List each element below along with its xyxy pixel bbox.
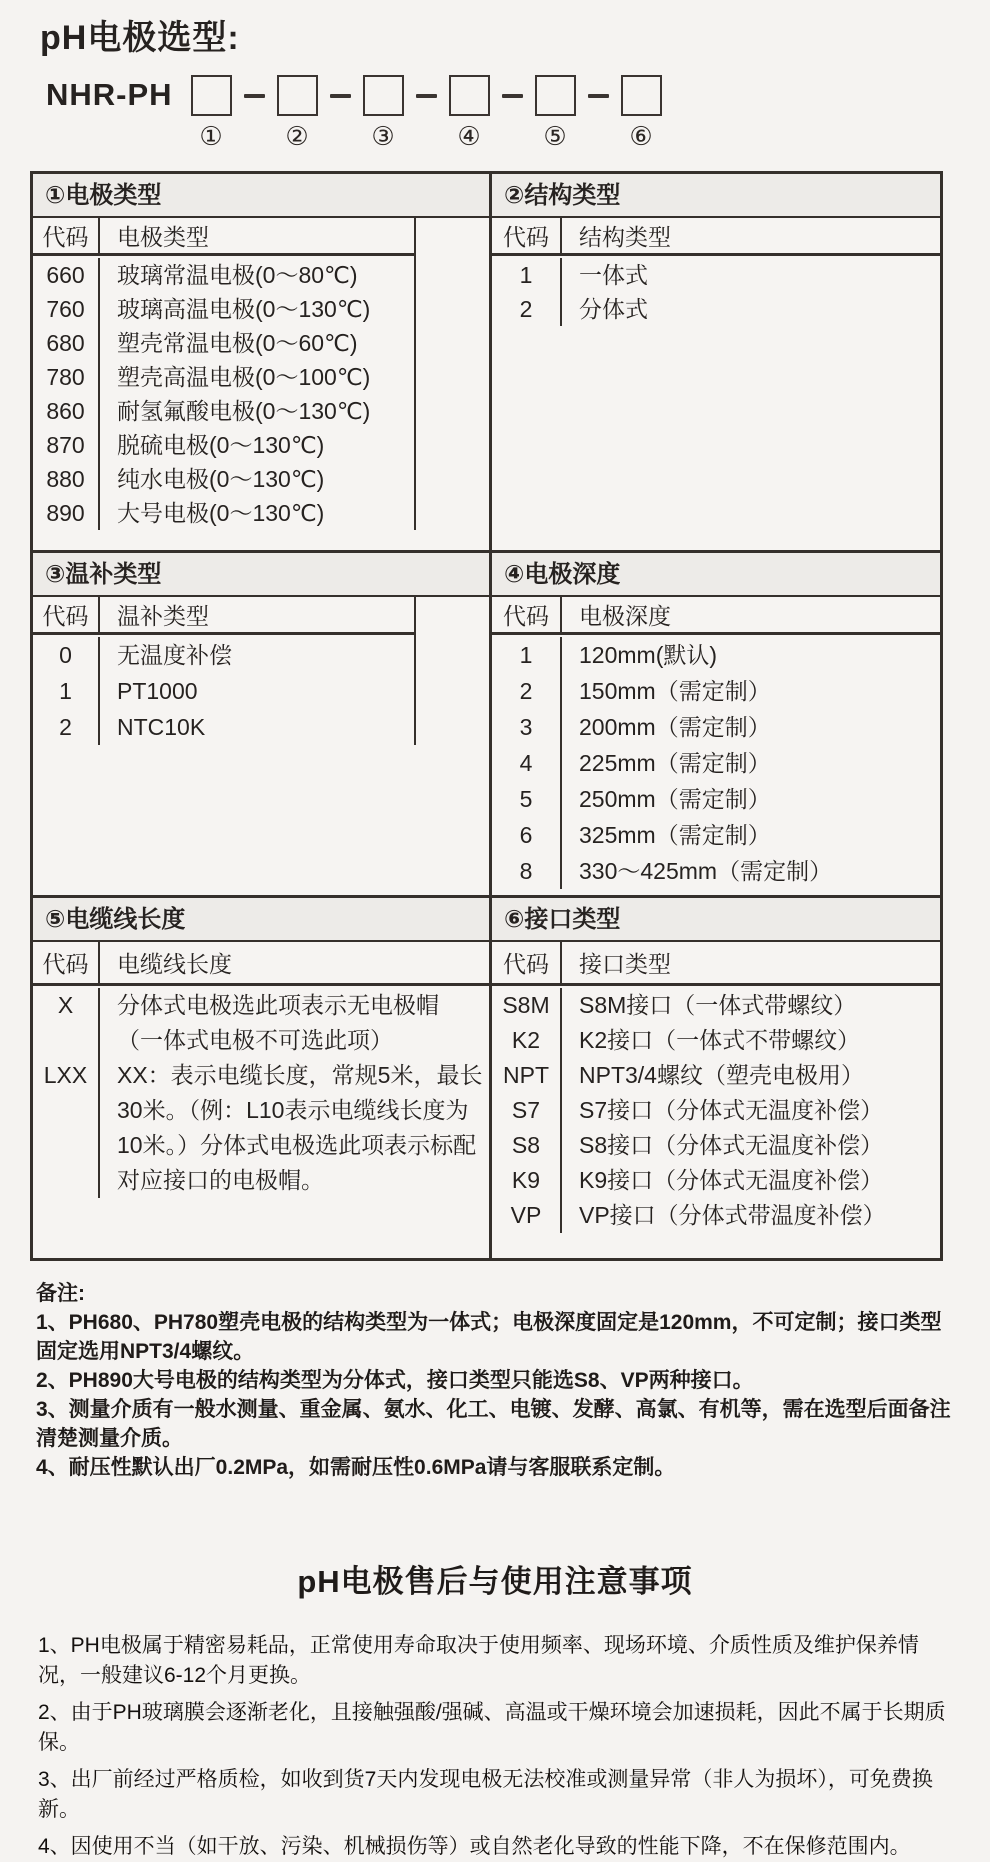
- table-row: [33, 1058, 489, 1198]
- code-cell: 680: [33, 326, 100, 360]
- table-row: [492, 1023, 940, 1058]
- value-cell: 耐氢氟酸电极(0～130℃): [117, 398, 371, 424]
- position-label-3: ③: [371, 121, 395, 151]
- table-row: [492, 817, 940, 853]
- value-cell: 塑壳高温电极(0～100℃): [117, 364, 371, 390]
- table-row: [492, 673, 940, 709]
- table-header-row: [492, 942, 940, 986]
- value-cell: S7接口（分体式无温度补偿）: [579, 1097, 884, 1123]
- value-cell: NTC10K: [117, 714, 206, 740]
- code-cell: 880: [33, 462, 100, 496]
- code-cell: 3: [492, 709, 562, 745]
- code-cell: 890: [33, 496, 100, 530]
- aftersales-block: [38, 1631, 956, 1862]
- table-structure-type: [489, 174, 940, 550]
- model-code-group-4: [449, 75, 490, 149]
- code-box-5: [535, 75, 576, 116]
- table-row: [492, 781, 940, 817]
- value-cell: 脱硫电极(0～130℃): [117, 432, 325, 458]
- value-cell: 330～425mm（需定制）: [579, 858, 833, 884]
- code-cell: 8: [492, 853, 562, 889]
- code-box-6: [621, 75, 662, 116]
- code-cell: 2: [492, 673, 562, 709]
- value-cell: K9接口（分体式无温度补偿）: [579, 1167, 884, 1193]
- dash-separator: [588, 94, 609, 98]
- col-header-value: 接口类型: [579, 951, 671, 977]
- code-cell: LXX: [33, 1058, 100, 1198]
- section-title-electrode-type: ①电极类型: [33, 174, 489, 218]
- section-title-interface-type: ⑥接口类型: [492, 898, 940, 942]
- col-header-value: 结构类型: [579, 224, 671, 250]
- code-cell: K9: [492, 1163, 562, 1198]
- code-cell: S8M: [492, 988, 562, 1023]
- position-label-6: ⑥: [629, 121, 653, 151]
- code-cell: S7: [492, 1093, 562, 1128]
- table-electrode-type: [33, 174, 489, 550]
- code-cell: 6: [492, 817, 562, 853]
- dash-separator: [502, 94, 523, 98]
- model-code-group-6: [621, 75, 662, 149]
- model-code-group-5: [535, 75, 576, 149]
- value-cell: 大号电极(0～130℃): [117, 500, 325, 526]
- aftersales-item: 2、由于PH玻璃膜会逐渐老化，且接触强酸/强碱、高温或干燥环境会加速损耗，因此不属于长期质保。: [38, 1701, 946, 1754]
- table-header-row: [33, 597, 414, 635]
- code-cell: 2: [492, 292, 562, 326]
- aftersales-item: 4、因使用不当（如干放、污染、机械损伤等）或自然老化导致的性能下降，不在保修范围内。: [38, 1835, 911, 1858]
- col-header-code: 代码: [33, 597, 100, 632]
- value-cell: 纯水电极(0～130℃): [117, 466, 325, 492]
- notes-title: 备注:: [36, 1282, 85, 1305]
- col-header-code: 代码: [492, 218, 562, 253]
- dash-separator: [416, 94, 437, 98]
- note-item: 2、PH890大号电极的结构类型为分体式，接口类型只能选S8、VP两种接口。: [36, 1369, 754, 1392]
- table-row: [492, 988, 940, 1023]
- table-row: [492, 1058, 940, 1093]
- note-item: 1、PH680、PH780塑壳电极的结构类型为一体式；电极深度固定是120mm，不可定制；接口类型固定选用NPT3/4螺纹。: [36, 1311, 942, 1363]
- value-cell: 200mm（需定制）: [579, 714, 771, 740]
- section-1: [33, 174, 940, 550]
- code-cell: 2: [33, 709, 100, 745]
- table-row: [33, 637, 414, 673]
- table-row: [33, 326, 414, 360]
- col-header-value: 电极深度: [579, 603, 671, 629]
- model-prefix: NHR-PH: [46, 77, 173, 112]
- position-label-4: ④: [457, 121, 481, 151]
- table-header-row: [33, 218, 414, 256]
- col-header-value: 电缆线长度: [117, 951, 232, 977]
- value-cell: XX：表示电缆长度，常规5米，最长30米。（例：L10表示电缆线长度为10米。）分体式电极选此项表示标配对应接口的电极帽。: [117, 1062, 483, 1193]
- code-cell: 870: [33, 428, 100, 462]
- selection-table: [30, 171, 943, 1261]
- table-row: [492, 292, 940, 326]
- table-row: [33, 360, 414, 394]
- table-row: [33, 394, 414, 428]
- table-header-row: [492, 218, 940, 256]
- value-cell: 120mm(默认): [579, 642, 718, 668]
- value-cell: 150mm（需定制）: [579, 678, 771, 704]
- table-row: [492, 1163, 940, 1198]
- table-interface-type: [489, 898, 940, 1258]
- table-temp-compensation: [33, 553, 489, 895]
- table-row: [33, 292, 414, 326]
- model-code-group-1: [191, 75, 232, 149]
- value-cell: PT1000: [117, 678, 198, 704]
- model-code-line: [46, 75, 990, 149]
- position-label-2: ②: [285, 121, 309, 151]
- table-row: [492, 745, 940, 781]
- col-header-value: 电极类型: [117, 224, 209, 250]
- value-cell: NPT3/4螺纹（塑壳电极用）: [579, 1062, 864, 1088]
- section-title-temp-compensation: ③温补类型: [33, 553, 489, 597]
- table-row: [492, 1093, 940, 1128]
- col-header-value: 温补类型: [117, 603, 209, 629]
- value-cell: 无温度补偿: [117, 642, 232, 668]
- code-cell: X: [33, 988, 100, 1058]
- dash-separator: [330, 94, 351, 98]
- table-row: [33, 258, 414, 292]
- page-title: pH电极选型:: [40, 19, 240, 57]
- value-cell: S8M接口（一体式带螺纹）: [579, 992, 857, 1018]
- table-cable-length: [33, 898, 489, 1258]
- section-3: [33, 895, 940, 1258]
- code-cell: S8: [492, 1128, 562, 1163]
- note-item: 3、测量介质有一般水测量、重金属、氨水、化工、电镀、发酵、高氯、有机等，需在选型后面备注清楚测量介质。: [36, 1398, 951, 1450]
- code-box-3: [363, 75, 404, 116]
- table-header-row: [33, 942, 489, 986]
- col-header-code: 代码: [33, 942, 100, 983]
- code-cell: 1: [33, 673, 100, 709]
- dash-separator: [244, 94, 265, 98]
- value-cell: 塑壳常温电极(0～60℃): [117, 330, 358, 356]
- table-row: [492, 637, 940, 673]
- table-row: [492, 1198, 940, 1233]
- col-header-code: 代码: [492, 942, 562, 983]
- value-cell: S8接口（分体式无温度补偿）: [579, 1132, 884, 1158]
- value-cell: 分体式: [579, 296, 648, 322]
- code-box-1: [191, 75, 232, 116]
- table-electrode-depth: [489, 553, 940, 895]
- table-header-row: [492, 597, 940, 635]
- table-row: [33, 462, 414, 496]
- col-header-code: 代码: [492, 597, 562, 632]
- code-cell: 780: [33, 360, 100, 394]
- col-header-code: 代码: [33, 218, 100, 253]
- code-cell: 0: [33, 637, 100, 673]
- table-row: [492, 1128, 940, 1163]
- value-cell: K2接口（一体式不带螺纹）: [579, 1027, 861, 1053]
- table-row: [33, 988, 489, 1058]
- table-row: [33, 496, 414, 530]
- code-cell: 5: [492, 781, 562, 817]
- value-cell: 分体式电极选此项表示无电极帽（一体式电极不可选此项）: [117, 992, 439, 1053]
- model-code-group-3: [363, 75, 404, 149]
- code-cell: K2: [492, 1023, 562, 1058]
- value-cell: VP接口（分体式带温度补偿）: [579, 1202, 886, 1228]
- code-cell: 4: [492, 745, 562, 781]
- position-label-5: ⑤: [543, 121, 567, 151]
- section-title-structure-type: ②结构类型: [492, 174, 940, 218]
- aftersales-item: 1、PH电极属于精密易耗品，正常使用寿命取决于使用频率、现场环境、介质性质及维护保养情况，一般建议6-12个月更换。: [38, 1634, 919, 1687]
- code-cell: NPT: [492, 1058, 562, 1093]
- section-2: [33, 550, 940, 895]
- model-code-group-2: [277, 75, 318, 149]
- value-cell: 一体式: [579, 262, 648, 288]
- section-title-electrode-depth: ④电极深度: [492, 553, 940, 597]
- value-cell: 250mm（需定制）: [579, 786, 771, 812]
- table-row: [492, 258, 940, 292]
- aftersales-item: 3、出厂前经过严格质检，如收到货7天内发现电极无法校准或测量异常（非人为损坏），可免费换新。: [38, 1768, 933, 1821]
- code-cell: 660: [33, 258, 100, 292]
- code-cell: VP: [492, 1198, 562, 1233]
- code-cell: 860: [33, 394, 100, 428]
- section-title-cable-length: ⑤电缆线长度: [33, 898, 489, 942]
- table-row: [33, 428, 414, 462]
- value-cell: 325mm（需定制）: [579, 822, 771, 848]
- code-box-2: [277, 75, 318, 116]
- position-label-1: ①: [199, 121, 223, 151]
- table-row: [33, 709, 414, 745]
- table-row: [33, 673, 414, 709]
- value-cell: 225mm（需定制）: [579, 750, 771, 776]
- code-box-4: [449, 75, 490, 116]
- aftersales-title: pH电极售后与使用注意事项: [297, 1564, 693, 1599]
- code-cell: 1: [492, 637, 562, 673]
- value-cell: 玻璃常温电极(0～80℃): [117, 262, 358, 288]
- code-cell: 760: [33, 292, 100, 326]
- note-item: 4、耐压性默认出厂0.2MPa，如需耐压性0.6MPa请与客服联系定制。: [36, 1456, 676, 1479]
- notes-block: [36, 1279, 960, 1482]
- table-row: [492, 709, 940, 745]
- table-row: [492, 853, 940, 889]
- code-cell: 1: [492, 258, 562, 292]
- value-cell: 玻璃高温电极(0～130℃): [117, 296, 371, 322]
